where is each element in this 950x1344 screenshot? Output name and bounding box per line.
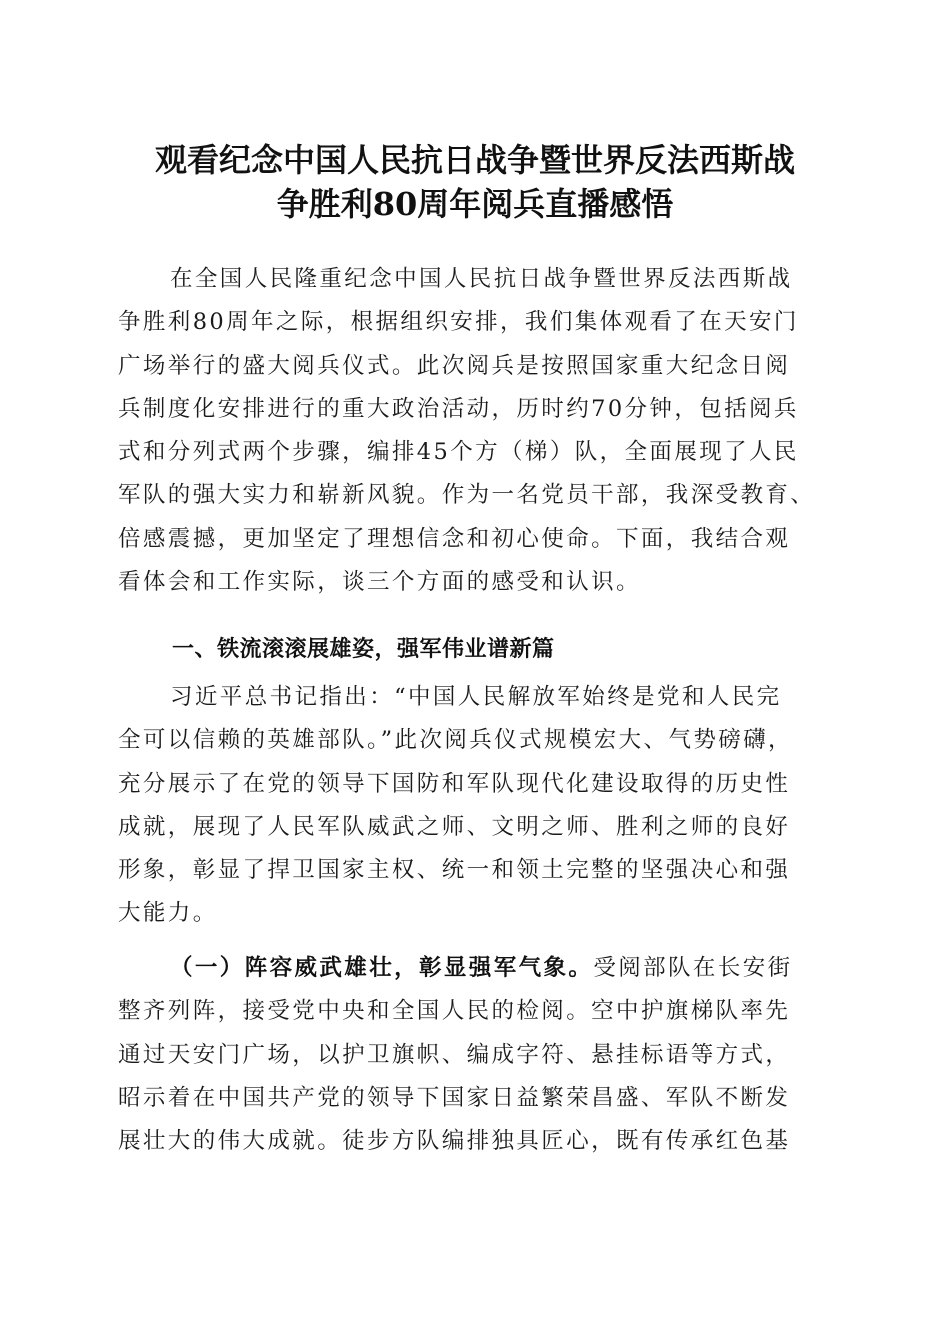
paragraph-line: 在全国人民隆重纪念中国人民抗日战争暨世界反法西斯战: [170, 266, 793, 292]
paragraph-line: 看体会和工作实际，谈三个方面的感受和认识。: [118, 569, 641, 596]
paragraph-introduction: [118, 258, 838, 604]
paragraph-line: 军队的强大实力和崭新风貌。作为一名党员干部，我深受教育、: [118, 482, 816, 509]
paragraph-line: 整齐列阵，接受党中央和全国人民的检阅。空中护旗梯队率先: [118, 998, 791, 1025]
paragraph-line: 广场举行的盛大阅兵仪式。此次阅兵是按照国家重大纪念日阅: [118, 352, 791, 379]
paragraph-first-line: [118, 947, 838, 990]
paragraph-line: 争胜利80周年之际，根据组织安排，我们集体观看了在天安门: [118, 309, 799, 336]
paragraph-line: 兵制度化安排进行的重大政治活动，历时约70分钟，包括阅兵: [118, 395, 799, 422]
paragraph-line: 通过天安门广场，以护卫旗帜、编成字符、悬挂标语等方式，: [118, 1041, 791, 1068]
paragraph-line: 形象，彰显了捍卫国家主权、统一和领土完整的坚强决心和强: [118, 857, 791, 884]
section-heading-1: 一、铁流滚滚展雄姿，强军伟业谱新篇: [172, 637, 555, 662]
paragraph-line: 昭示着在中国共产党的领导下国家日益繁荣昌盛、军队不断发: [118, 1084, 791, 1111]
subsection-heading: （一）阵容威武雄壮，彰显强军气象。: [170, 955, 594, 981]
paragraph-line: 全可以信赖的英雄部队。”此次阅兵仪式规模宏大、气势磅礴，: [118, 727, 793, 754]
document-title-line-1: 观看纪念中国人民抗日战争暨世界反法西斯战: [154, 141, 795, 179]
paragraph-line: 展壮大的伟大成就。徒步方队编排独具匠心，既有传承红色基: [118, 1128, 791, 1155]
paragraph-line: 习近平总书记指出：“中国人民解放军始终是党和人民完: [170, 684, 782, 710]
paragraph-line: 式和分列式两个步骤，编排45个方（梯）队，全面展现了人民: [118, 439, 799, 466]
document-title-line-2: 争胜利80周年阅兵直播感悟: [276, 185, 674, 223]
paragraph-line: 成就，展现了人民军队威武之师、文明之师、胜利之师的良好: [118, 813, 791, 840]
paragraph-subsection-1: [118, 947, 838, 1163]
paragraph-line: 充分展示了在党的领导下国防和军队现代化建设取得的历史性: [118, 770, 791, 797]
paragraph-line: 倍感震撼，更加坚定了理想信念和初心使命。下面，我结合观: [118, 525, 791, 552]
paragraph-first-line-text: 受阅部队在长安街: [593, 955, 793, 981]
paragraph-section-1: [118, 676, 838, 936]
paragraph-line: 大能力。: [118, 900, 218, 927]
